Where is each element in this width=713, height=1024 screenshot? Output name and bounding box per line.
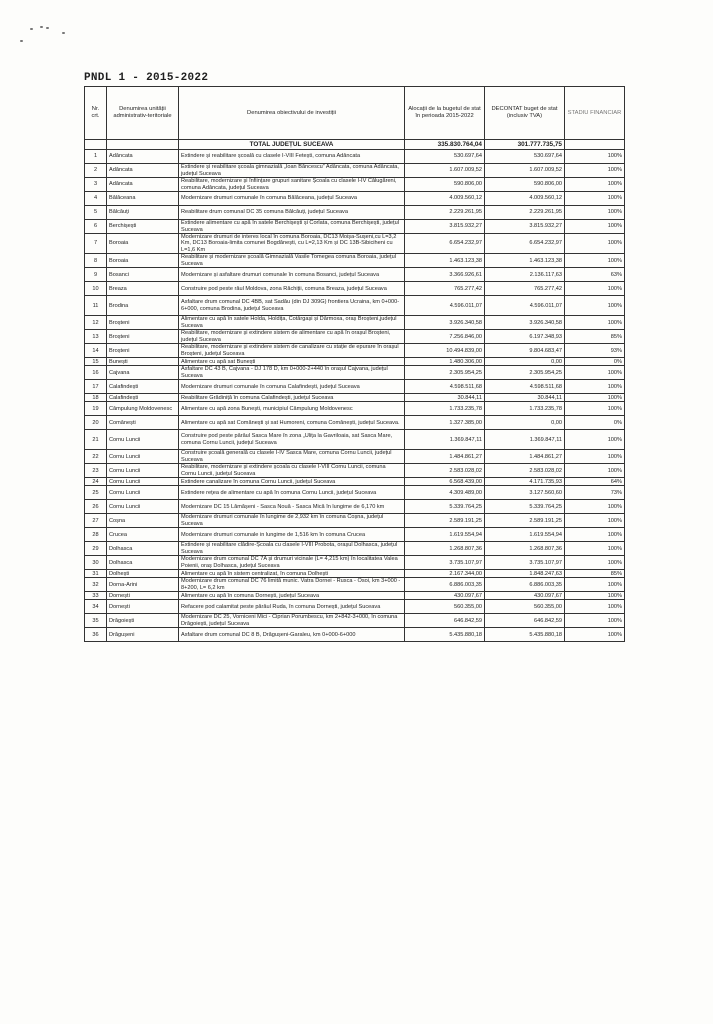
row-uat: Crucea (107, 528, 179, 542)
table-row (85, 450, 625, 464)
row-decontat: 1.607.009,52 (485, 164, 565, 178)
header-uat: Denumirea unității administrativ-teritoriale (107, 87, 179, 140)
row-decontat: 6.886.003,35 (485, 578, 565, 592)
row-decontat: 5.435.880,18 (485, 628, 565, 642)
row-obiectiv: Alimentare cu apă zona Bunești, municipiul Câmpulung Moldovenesc (179, 402, 405, 416)
total-decontat: 301.777.735,75 (485, 140, 565, 150)
row-obiectiv: Construire pod peste râul Moldova, zona Răchiții, comuna Breaza, județul Suceava (179, 282, 405, 296)
row-decontat: 0,00 (485, 358, 565, 366)
row-stadiu: 73% (565, 486, 625, 500)
table-row (85, 528, 625, 542)
row-nr: 35 (85, 614, 107, 628)
row-nr: 36 (85, 628, 107, 642)
table-row (85, 282, 625, 296)
row-uat: Dorna-Arini (107, 578, 179, 592)
row-uat: Dornești (107, 592, 179, 600)
row-obiectiv: Alimentare cu apă în satele Holda, Holdița, Cotârgași și Dârmoxa, oraș Broșteni,județul Suceava (179, 316, 405, 330)
row-uat: Boroaia (107, 254, 179, 268)
row-nr: 7 (85, 234, 107, 254)
table-row (85, 316, 625, 330)
row-decontat: 6.197.348,93 (485, 330, 565, 344)
row-decontat: 4.596.011,07 (485, 296, 565, 316)
row-uat: Bosanci (107, 268, 179, 282)
row-nr: 14 (85, 344, 107, 358)
row-alocatii: 4.598.511,68 (405, 380, 485, 394)
row-obiectiv: Extindere rețea de alimentare cu apă în comuna Cornu Luncii, județul Suceava (179, 486, 405, 500)
row-obiectiv: Reabilitare Grădiniță în comuna Calafindești, județul Suceava (179, 394, 405, 402)
total-stadiu-cell (565, 140, 625, 150)
row-nr: 25 (85, 486, 107, 500)
total-nr-cell (85, 140, 107, 150)
row-nr: 22 (85, 450, 107, 464)
table-row (85, 592, 625, 600)
row-decontat: 1.733.235,78 (485, 402, 565, 416)
row-decontat: 1.268.807,36 (485, 542, 565, 556)
row-alocatii: 3.735.107,97 (405, 556, 485, 570)
row-stadiu: 100% (565, 628, 625, 642)
row-uat: Breaza (107, 282, 179, 296)
row-stadiu: 100% (565, 500, 625, 514)
row-obiectiv: Extindere și reabilitare clădire-Școala cu clasele I-VIII Probota, orașul Dolhasca, județul Suceava (179, 542, 405, 556)
row-alocatii: 590.806,00 (405, 178, 485, 192)
row-alocatii: 1.463.123,38 (405, 254, 485, 268)
row-obiectiv: Modernizare drumuri comunale in lungime de 1,516 km în comuna Crucea (179, 528, 405, 542)
table-row (85, 542, 625, 556)
row-alocatii: 1.607.009,52 (405, 164, 485, 178)
table-row (85, 296, 625, 316)
row-obiectiv: Modernizare drumuri de interes local în comuna Boroaia, DC13 Moișa-Sușeni,cu L=3,2 Km, DC13 Boroaia-limita comunei Bogdănești, cu L=2,13 Km și DC 13B-Sibiciheni cu L=1,6 Km (179, 234, 405, 254)
row-obiectiv: Extindere și reabilitare școala gimnazială „Ioan Băncescu” Adâncata, comuna Adâncata, județul Suceava (179, 164, 405, 178)
table-row (85, 254, 625, 268)
row-alocatii: 5.339.764,25 (405, 500, 485, 514)
row-stadiu: 100% (565, 316, 625, 330)
row-alocatii: 1.327.385,00 (405, 416, 485, 430)
row-nr: 5 (85, 206, 107, 220)
row-alocatii: 3.815.932,27 (405, 220, 485, 234)
row-alocatii: 10.494.839,00 (405, 344, 485, 358)
row-uat: Drăgoiești (107, 614, 179, 628)
table-row (85, 220, 625, 234)
row-uat: Dornești (107, 600, 179, 614)
row-alocatii: 4.309.489,00 (405, 486, 485, 500)
row-uat: Boroaia (107, 234, 179, 254)
row-uat: Cornu Luncii (107, 430, 179, 450)
row-uat: Berchișești (107, 220, 179, 234)
row-stadiu: 100% (565, 430, 625, 450)
header-decontat: DECONTAT buget de stat (inclusiv TVA) (485, 87, 565, 140)
row-stadiu: 100% (565, 282, 625, 296)
row-stadiu: 100% (565, 614, 625, 628)
row-alocatii: 646.842,59 (405, 614, 485, 628)
table-row (85, 628, 625, 642)
row-alocatii: 30.844,11 (405, 394, 485, 402)
row-decontat: 1.369.847,11 (485, 430, 565, 450)
row-stadiu: 100% (565, 600, 625, 614)
row-stadiu: 100% (565, 542, 625, 556)
row-uat: Adâncata (107, 178, 179, 192)
row-nr: 15 (85, 358, 107, 366)
total-uat-cell (107, 140, 179, 150)
table-row (85, 394, 625, 402)
row-stadiu: 100% (565, 220, 625, 234)
row-stadiu: 93% (565, 344, 625, 358)
table-row (85, 344, 625, 358)
row-alocatii: 1.369.847,11 (405, 430, 485, 450)
row-alocatii: 2.167.344,00 (405, 570, 485, 578)
row-nr: 17 (85, 380, 107, 394)
row-obiectiv: Reabilitare drum comunal DC 35 comuna Bălcăuți, județul Suceava (179, 206, 405, 220)
table-row (85, 380, 625, 394)
row-decontat: 30.844,11 (485, 394, 565, 402)
row-nr: 34 (85, 600, 107, 614)
row-decontat: 560.355,00 (485, 600, 565, 614)
row-stadiu: 100% (565, 556, 625, 570)
row-alocatii: 7.256.846,00 (405, 330, 485, 344)
table-row (85, 268, 625, 282)
row-nr: 28 (85, 528, 107, 542)
row-nr: 8 (85, 254, 107, 268)
row-uat: Bălăceana (107, 192, 179, 206)
row-obiectiv: Extindere și reabilitare școală cu clasele I-VIII Fetești, comuna Adâncata (179, 150, 405, 164)
table-row (85, 556, 625, 570)
row-nr: 3 (85, 178, 107, 192)
row-decontat: 1.484.861,27 (485, 450, 565, 464)
row-obiectiv: Construire școală generală cu clasele I-IV Sasca Mare, comuna Cornu Luncii, județul Suceava (179, 450, 405, 464)
header-nr: Nr. crt. (85, 87, 107, 140)
row-alocatii: 6.654.232,97 (405, 234, 485, 254)
row-decontat: 4.171.735,93 (485, 478, 565, 486)
table-row (85, 192, 625, 206)
table-row (85, 486, 625, 500)
row-uat: Cornu Luncii (107, 500, 179, 514)
row-decontat: 3.926.340,58 (485, 316, 565, 330)
row-nr: 32 (85, 578, 107, 592)
row-uat: Dolhești (107, 570, 179, 578)
row-stadiu: 100% (565, 234, 625, 254)
row-alocatii: 1.733.235,78 (405, 402, 485, 416)
row-obiectiv: Modernizare drumuri comunale în comuna Calafindești, județul Suceava (179, 380, 405, 394)
row-nr: 11 (85, 296, 107, 316)
row-decontat: 2.305.954,25 (485, 366, 565, 380)
row-nr: 10 (85, 282, 107, 296)
header-obiectiv: Denumirea obiectivului de investiții (179, 87, 405, 140)
row-stadiu: 0% (565, 416, 625, 430)
header-stadiu: STADIU FINANCIAR (565, 87, 625, 140)
row-obiectiv: Extindere alimentare cu apă în satele Berchișești și Corlata, comuna Berchișești, județul Suceava (179, 220, 405, 234)
row-obiectiv: Asfaltare drum comunal DC 8 B, Drăgușeni-Garaleu, km 0+000-6+000 (179, 628, 405, 642)
row-stadiu: 0% (565, 358, 625, 366)
row-nr: 6 (85, 220, 107, 234)
row-alocatii: 4.596.011,07 (405, 296, 485, 316)
row-obiectiv: Modernizare drumuri comunale în lungime de 2,932 km în comuna Coșna, județul Suceava (179, 514, 405, 528)
row-nr: 33 (85, 592, 107, 600)
table-row (85, 416, 625, 430)
row-obiectiv: Modernizare drumuri comunale în comuna Bălăceana, județul Suceava (179, 192, 405, 206)
row-decontat: 0,00 (485, 416, 565, 430)
row-uat: Broșteni (107, 330, 179, 344)
total-label: TOTAL JUDEȚUL SUCEAVA (179, 140, 405, 150)
row-uat: Cornu Luncii (107, 464, 179, 478)
row-alocatii: 530.697,64 (405, 150, 485, 164)
row-uat: Cornu Luncii (107, 478, 179, 486)
table-header-row (85, 87, 625, 140)
row-decontat: 4.598.511,68 (485, 380, 565, 394)
row-decontat: 2.229.261,95 (485, 206, 565, 220)
row-obiectiv: Alimentare cu apă în sistem centralizat, în comuna Dolhești (179, 570, 405, 578)
row-stadiu: 100% (565, 366, 625, 380)
row-alocatii: 2.589.191,25 (405, 514, 485, 528)
row-nr: 4 (85, 192, 107, 206)
row-nr: 19 (85, 402, 107, 416)
row-nr: 30 (85, 556, 107, 570)
row-nr: 13 (85, 330, 107, 344)
row-nr: 12 (85, 316, 107, 330)
row-obiectiv: Reabilitare, modernizare și extindere sistem de canalizare cu stație de epurare în orașul Broșteni, județul Suceava (179, 344, 405, 358)
row-uat: Adâncata (107, 164, 179, 178)
table-row (85, 464, 625, 478)
table-row (85, 366, 625, 380)
row-nr: 23 (85, 464, 107, 478)
row-uat: Adâncata (107, 150, 179, 164)
row-alocatii: 1.268.807,36 (405, 542, 485, 556)
row-nr: 21 (85, 430, 107, 450)
row-obiectiv: Refacere pod calamitat peste pârâul Ruda, în comuna Dornești, județul Suceava (179, 600, 405, 614)
row-obiectiv: Modernizare DC 25, Vorniceni Mici - Ciprian Porumbescu, km 2+842-3+000, în comuna Drăgoiești, județul Suceava (179, 614, 405, 628)
row-stadiu: 85% (565, 330, 625, 344)
row-decontat: 765.277,42 (485, 282, 565, 296)
row-alocatii: 5.435.880,18 (405, 628, 485, 642)
row-stadiu: 100% (565, 464, 625, 478)
row-nr: 18 (85, 394, 107, 402)
row-stadiu: 100% (565, 450, 625, 464)
row-stadiu: 100% (565, 178, 625, 192)
header-alocatii: Alocații de la bugetul de stat în perioada 2015-2022 (405, 87, 485, 140)
row-obiectiv: Reabilitare și modernizare școală Gimnazială Vasile Tomegea comuna Boroaia, județul Suceava (179, 254, 405, 268)
row-obiectiv: Alimentare cu apă sat Comănești și sat Humoreni, comuna Comănești, județul Suceava. (179, 416, 405, 430)
row-stadiu: 63% (565, 268, 625, 282)
row-uat: Drăgușeni (107, 628, 179, 642)
row-stadiu: 100% (565, 380, 625, 394)
row-obiectiv: Modernizare și asfaltare drumuri comunale în comuna Bosanci, județul Suceava (179, 268, 405, 282)
row-alocatii: 1.480.306,00 (405, 358, 485, 366)
row-nr: 9 (85, 268, 107, 282)
table-row (85, 478, 625, 486)
row-decontat: 5.339.764,25 (485, 500, 565, 514)
row-decontat: 6.654.232,97 (485, 234, 565, 254)
row-alocatii: 6.886.003,35 (405, 578, 485, 592)
row-stadiu: 100% (565, 592, 625, 600)
row-decontat: 1.463.123,38 (485, 254, 565, 268)
row-obiectiv: Reabilitare, modernizare și extindere școala cu clasele I-VIII Cornu Luncii, comuna Cornu Luncii, județul Suceava (179, 464, 405, 478)
table-row (85, 614, 625, 628)
total-alocatii: 335.830.764,04 (405, 140, 485, 150)
row-decontat: 2.589.191,25 (485, 514, 565, 528)
row-uat: Cajvana (107, 366, 179, 380)
row-decontat: 2.136.117,63 (485, 268, 565, 282)
row-nr: 16 (85, 366, 107, 380)
row-obiectiv: Alimentare cu apă sat Bunești (179, 358, 405, 366)
row-uat: Bălcăuți (107, 206, 179, 220)
table-row (85, 358, 625, 366)
row-alocatii: 3.366.926,61 (405, 268, 485, 282)
row-stadiu: 100% (565, 394, 625, 402)
row-obiectiv: Modernizare drum comunal DC 76 limită munic. Vatra Dornei - Rusca - Osoi, km 3+000 - 8+200, L= 6,2 km (179, 578, 405, 592)
table-row (85, 178, 625, 192)
table-row (85, 164, 625, 178)
row-obiectiv: Modernizare drum comunal DC 7A și drumuri vicinale (L= 4,215 km) în localitatea Valea Poienii, oraș Dolhasca, județul Suceava (179, 556, 405, 570)
row-stadiu: 100% (565, 578, 625, 592)
row-stadiu: 100% (565, 402, 625, 416)
row-alocatii: 430.097,67 (405, 592, 485, 600)
table-row (85, 330, 625, 344)
row-nr: 26 (85, 500, 107, 514)
row-alocatii: 2.229.261,95 (405, 206, 485, 220)
investment-table (84, 86, 625, 642)
row-uat: Cornu Luncii (107, 450, 179, 464)
row-decontat: 4.009.560,12 (485, 192, 565, 206)
table-row (85, 206, 625, 220)
row-uat: Comănești (107, 416, 179, 430)
row-nr: 2 (85, 164, 107, 178)
row-uat: Calafindești (107, 394, 179, 402)
row-nr: 20 (85, 416, 107, 430)
row-stadiu: 100% (565, 254, 625, 268)
row-alocatii: 2.583.028,02 (405, 464, 485, 478)
page-title: PNDL 1 - 2015-2022 (84, 72, 209, 84)
row-alocatii: 6.568.439,00 (405, 478, 485, 486)
table-row (85, 514, 625, 528)
row-stadiu: 85% (565, 570, 625, 578)
row-decontat: 646.842,59 (485, 614, 565, 628)
row-obiectiv: Modernizare DC 15 Lămășeni - Sasca Nouă - Sasca Mică în lungime de 6,170 km (179, 500, 405, 514)
row-stadiu: 64% (565, 478, 625, 486)
row-uat: Calafindești (107, 380, 179, 394)
row-uat: Broșteni (107, 316, 179, 330)
row-alocatii: 3.926.340,58 (405, 316, 485, 330)
row-stadiu: 100% (565, 150, 625, 164)
row-decontat: 3.735.107,97 (485, 556, 565, 570)
row-decontat: 1.848.247,63 (485, 570, 565, 578)
row-decontat: 3.815.932,27 (485, 220, 565, 234)
row-nr: 1 (85, 150, 107, 164)
row-nr: 31 (85, 570, 107, 578)
row-obiectiv: Asfaltare DC 43 B, Cajvana - DJ 178 D, km 0+000-2+440 în orașul Cajvana, județul Suceava (179, 366, 405, 380)
row-uat: Coșna (107, 514, 179, 528)
row-obiectiv: Reabilitare, modernizare și extindere sistem de alimentare cu apă în orașul Broșteni, județul Suceava (179, 330, 405, 344)
row-stadiu: 100% (565, 514, 625, 528)
row-stadiu: 100% (565, 206, 625, 220)
row-uat: Câmpulung Moldovenesc (107, 402, 179, 416)
row-nr: 29 (85, 542, 107, 556)
row-decontat: 1.619.554,94 (485, 528, 565, 542)
row-obiectiv: Reabilitare, modernizare și înființare grupuri sanitare Școala cu clasele I-IV Călugăreni, comuna Adâncata, județul Suceava (179, 178, 405, 192)
table-row (85, 234, 625, 254)
row-obiectiv: Extindere canalizare în comuna Cornu Luncii, județul Suceava (179, 478, 405, 486)
row-alocatii: 2.305.954,25 (405, 366, 485, 380)
row-nr: 27 (85, 514, 107, 528)
table-row (85, 430, 625, 450)
row-stadiu: 100% (565, 528, 625, 542)
row-decontat: 430.097,67 (485, 592, 565, 600)
table-row (85, 150, 625, 164)
row-obiectiv: Construire pod peste pârâul Sasca Mare în zona „Ulița la Gavriloaia, sat Sasca Mare, comuna Cornu Luncii, județul Suceava (179, 430, 405, 450)
row-stadiu: 100% (565, 192, 625, 206)
row-obiectiv: Asfaltare drum comunal DC 4BB, sat Sadău (din DJ 309G) frontiera Ucraina, km 0+000-6+000, comuna Brodina, județul Suceava (179, 296, 405, 316)
table-row (85, 500, 625, 514)
row-alocatii: 1.484.861,27 (405, 450, 485, 464)
row-alocatii: 1.619.554,94 (405, 528, 485, 542)
row-decontat: 530.697,64 (485, 150, 565, 164)
row-alocatii: 560.355,00 (405, 600, 485, 614)
row-alocatii: 4.009.560,12 (405, 192, 485, 206)
table-row (85, 570, 625, 578)
row-stadiu: 100% (565, 164, 625, 178)
row-obiectiv: Alimentare cu apă în comuna Dornești, județul Suceava (179, 592, 405, 600)
table-row (85, 402, 625, 416)
row-alocatii: 765.277,42 (405, 282, 485, 296)
row-decontat: 2.583.028,02 (485, 464, 565, 478)
row-uat: Broșteni (107, 344, 179, 358)
table-row (85, 578, 625, 592)
row-decontat: 3.127.560,60 (485, 486, 565, 500)
row-uat: Bunești (107, 358, 179, 366)
table-row (85, 600, 625, 614)
row-uat: Dolhasca (107, 542, 179, 556)
row-uat: Dolhasca (107, 556, 179, 570)
row-uat: Brodina (107, 296, 179, 316)
row-nr: 24 (85, 478, 107, 486)
total-row (85, 140, 625, 150)
row-stadiu: 100% (565, 296, 625, 316)
row-uat: Cornu Luncii (107, 486, 179, 500)
scan-marks (18, 18, 78, 48)
row-decontat: 590.806,00 (485, 178, 565, 192)
row-decontat: 9.804.683,47 (485, 344, 565, 358)
